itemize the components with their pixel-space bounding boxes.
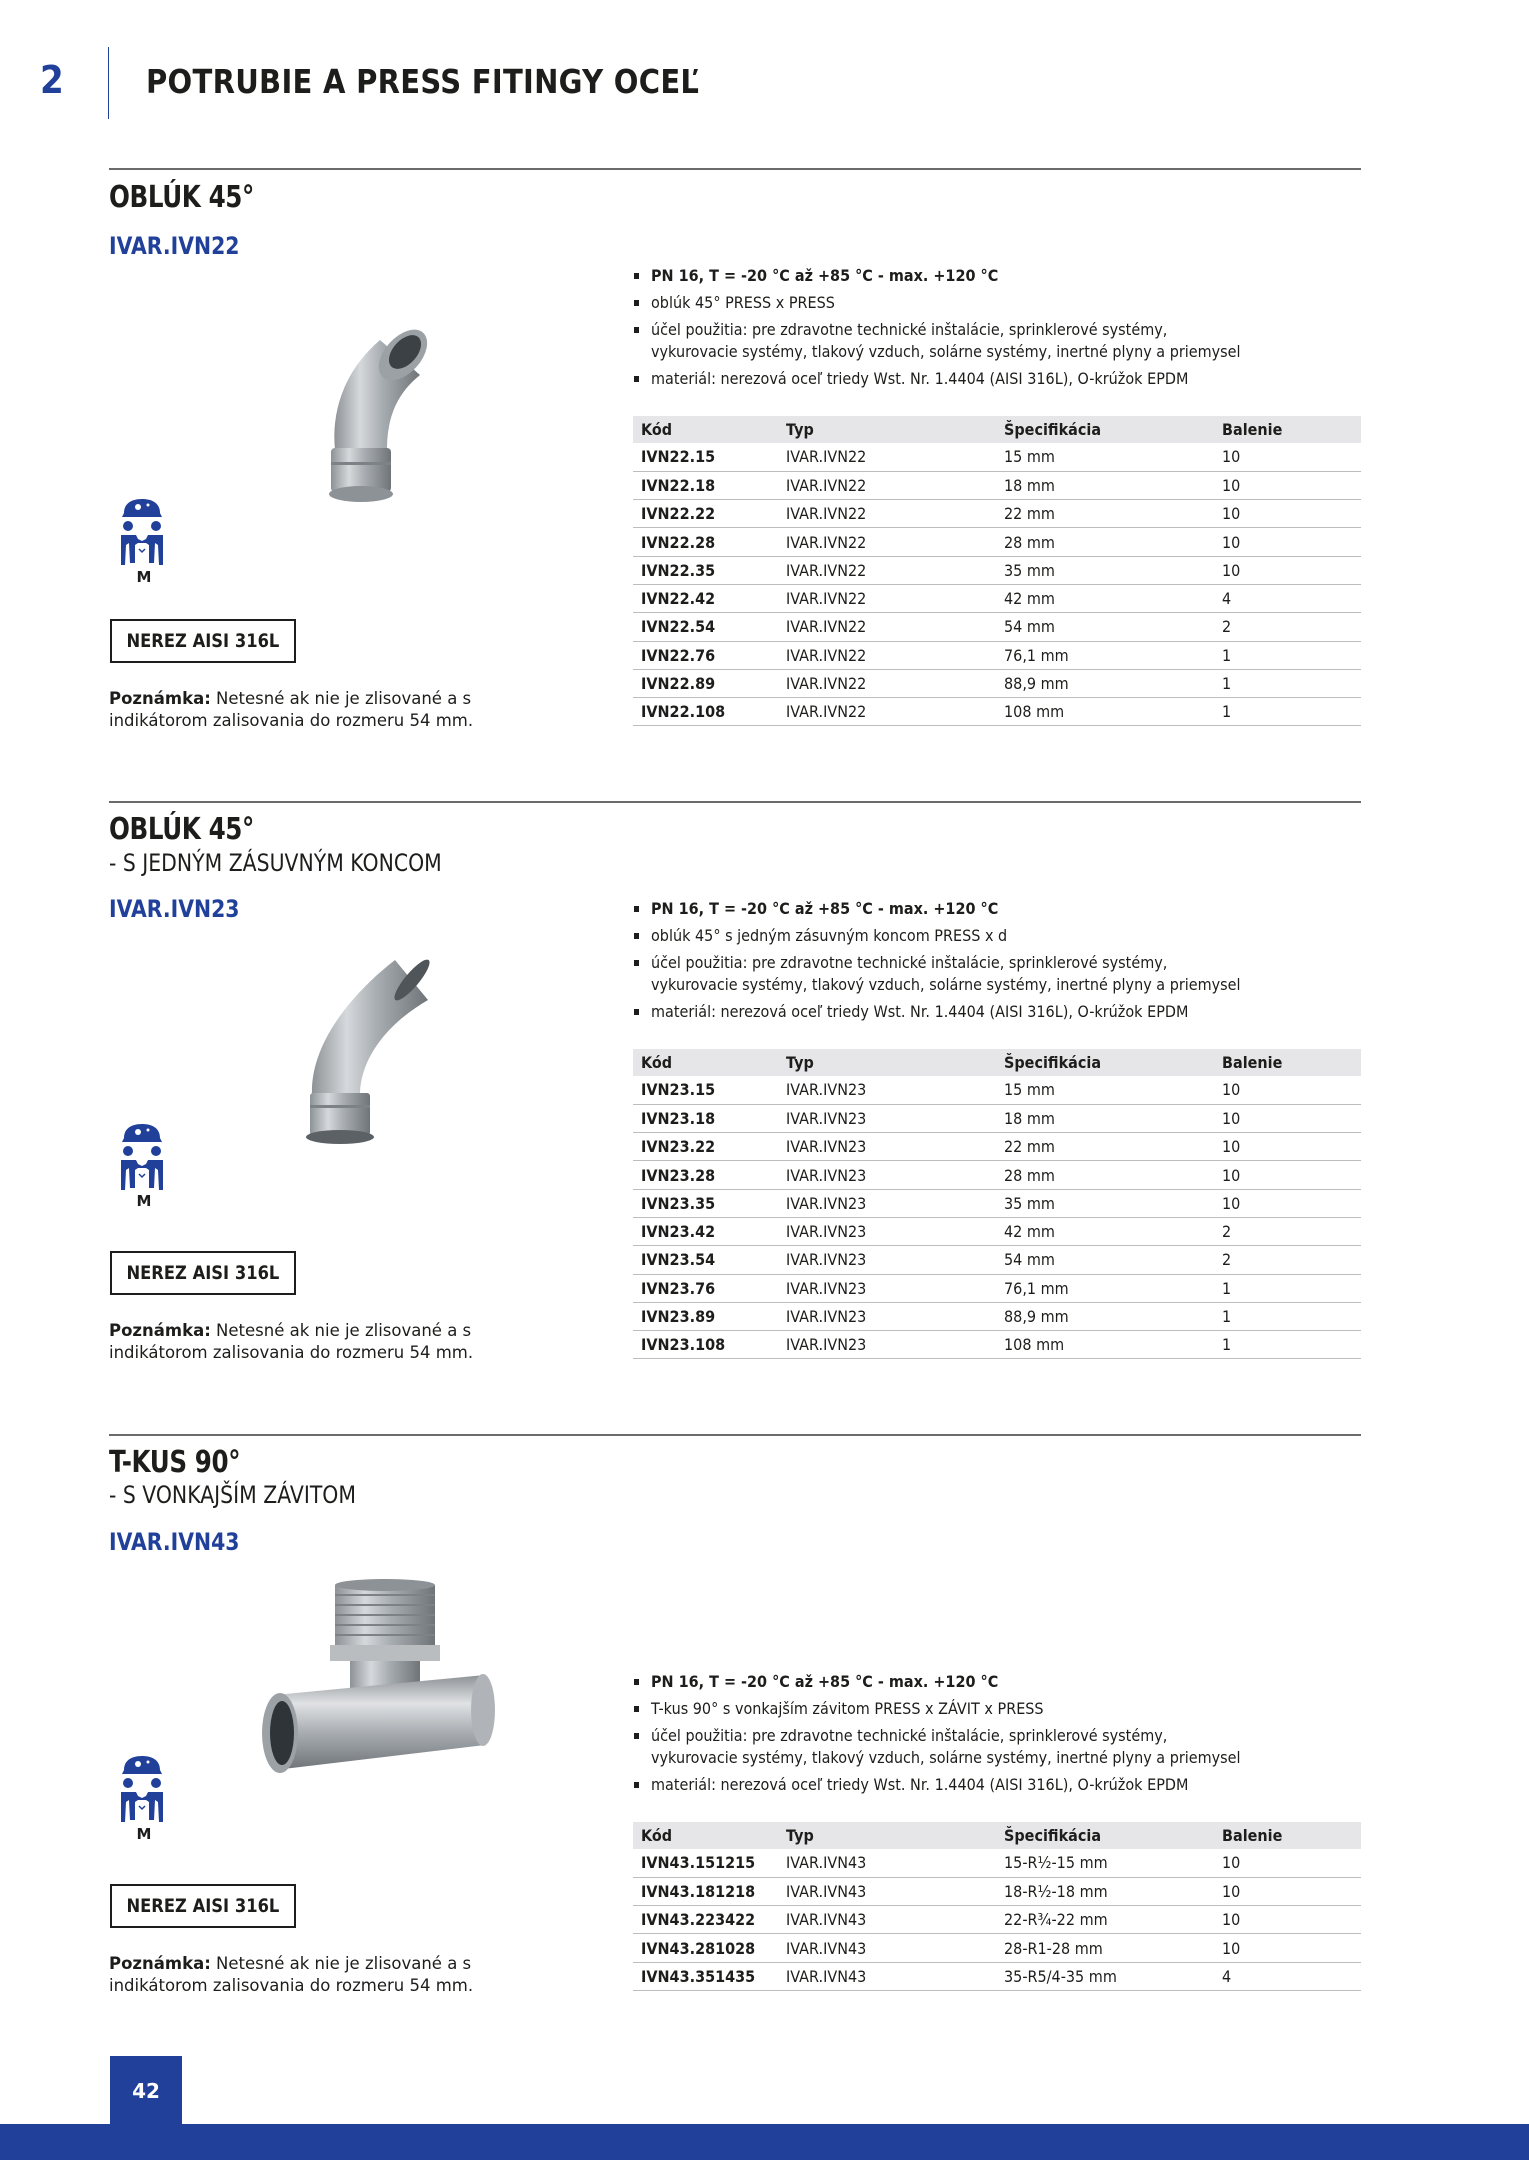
spec-item: účel použitia: pre zdravotne technické inštalácie, sprinklerové systémy, vykurovacie systémy, tlakový vzduch, solárne systémy, inertné plyny a priemysel: [633, 319, 1363, 363]
product-table: [633, 416, 1361, 726]
type-cell: IVAR.IVN23: [778, 1246, 996, 1274]
package-cell: 1: [1214, 1302, 1361, 1330]
column-header: Špecifikácia: [996, 1049, 1214, 1076]
spec-cell: 35 mm: [996, 556, 1214, 584]
spec-cell: 108 mm: [996, 698, 1214, 726]
table-row: [633, 1934, 1361, 1962]
type-cell: IVAR.IVN23: [778, 1161, 996, 1189]
type-cell: IVAR.IVN43: [778, 1962, 996, 1990]
spec-cell: 15-R½-15 mm: [996, 1849, 1214, 1877]
column-header: Typ: [778, 1822, 996, 1849]
package-cell: 10: [1214, 1849, 1361, 1877]
product-code-cell: IVN23.89: [633, 1302, 778, 1330]
package-cell: 1: [1214, 1331, 1361, 1359]
package-cell: 10: [1214, 528, 1361, 556]
spec-cell: 76,1 mm: [996, 641, 1214, 669]
type-cell: IVAR.IVN23: [778, 1189, 996, 1217]
type-cell: IVAR.IVN23: [778, 1217, 996, 1245]
type-cell: IVAR.IVN22: [778, 669, 996, 697]
table-row: [633, 1104, 1361, 1132]
spec-cell: 108 mm: [996, 1331, 1214, 1359]
spec-cell: 42 mm: [996, 584, 1214, 612]
product-code: IVAR.IVN43: [109, 1528, 240, 1556]
product-code-cell: IVN22.15: [633, 443, 778, 471]
package-cell: 4: [1214, 584, 1361, 612]
package-cell: 10: [1214, 556, 1361, 584]
table-row: [633, 1302, 1361, 1330]
spec-cell: 28 mm: [996, 528, 1214, 556]
table-header-row: [633, 1822, 1361, 1849]
product-code-cell: IVN23.18: [633, 1104, 778, 1132]
product-note: Poznámka: Netesné ak nie je zlisované a s indikátorom zalisovania do rozmeru 54 mm.: [109, 1321, 474, 1362]
spec-cell: 88,9 mm: [996, 669, 1214, 697]
table-row: [633, 1877, 1361, 1905]
spec-cell: 15 mm: [996, 1076, 1214, 1104]
spec-cell: 54 mm: [996, 613, 1214, 641]
elbow-45-image: [295, 300, 455, 520]
spec-item: oblúk 45° PRESS x PRESS: [633, 292, 1363, 314]
spec-cell: 18 mm: [996, 471, 1214, 499]
spec-cell: 42 mm: [996, 1217, 1214, 1245]
section-divider: [109, 168, 1361, 170]
type-cell: IVAR.IVN43: [778, 1906, 996, 1934]
table-row: [633, 1906, 1361, 1934]
type-cell: IVAR.IVN22: [778, 698, 996, 726]
package-cell: 1: [1214, 698, 1361, 726]
type-cell: IVAR.IVN43: [778, 1849, 996, 1877]
product-code-cell: IVN43.351435: [633, 1962, 778, 1990]
type-cell: IVAR.IVN23: [778, 1302, 996, 1330]
product-code-cell: IVN23.22: [633, 1133, 778, 1161]
table-row: [633, 1189, 1361, 1217]
product-specs-list: [633, 898, 1363, 1028]
product-code-cell: IVN22.108: [633, 698, 778, 726]
spec-cell: 28 mm: [996, 1161, 1214, 1189]
product-specs-list: [633, 1671, 1363, 1801]
package-cell: 10: [1214, 1161, 1361, 1189]
product-code-cell: IVN22.22: [633, 500, 778, 528]
spec-item: PN 16, T = -20 °C až +85 °C - max. +120 °C: [633, 898, 1363, 920]
tool-profile-label: M: [136, 1192, 152, 1210]
spec-item: materiál: nerezová oceľ triedy Wst. Nr. 1.4404 (AISI 316L), O-krúžok EPDM: [633, 368, 1363, 390]
section-divider: [109, 1434, 1361, 1436]
spec-cell: 18-R½-18 mm: [996, 1877, 1214, 1905]
product-title: OBLÚK 45°: [109, 180, 254, 215]
table-row: [633, 669, 1361, 697]
spec-cell: 22 mm: [996, 1133, 1214, 1161]
column-header: Typ: [778, 1049, 996, 1076]
table-row: [633, 443, 1361, 471]
product-code-cell: IVN23.42: [633, 1217, 778, 1245]
tee-90-male-thread-image: [255, 1575, 515, 1785]
spec-cell: 22-R¾-22 mm: [996, 1906, 1214, 1934]
product-code-cell: IVN43.281028: [633, 1934, 778, 1962]
product-code-cell: IVN22.89: [633, 669, 778, 697]
package-cell: 10: [1214, 443, 1361, 471]
product-specs-list: [633, 265, 1363, 395]
spec-cell: 35 mm: [996, 1189, 1214, 1217]
spec-cell: 76,1 mm: [996, 1274, 1214, 1302]
table-row: [633, 584, 1361, 612]
chapter-divider: [108, 47, 109, 119]
table-row: [633, 528, 1361, 556]
spec-item: účel použitia: pre zdravotne technické inštalácie, sprinklerové systémy, vykurovacie systémy, tlakový vzduch, solárne systémy, inertné plyny a priemysel: [633, 1725, 1363, 1769]
spec-item: oblúk 45° s jedným zásuvným koncom PRESS x d: [633, 925, 1363, 947]
tool-profile-label: M: [136, 568, 152, 586]
type-cell: IVAR.IVN22: [778, 528, 996, 556]
package-cell: 2: [1214, 1246, 1361, 1274]
package-cell: 10: [1214, 1934, 1361, 1962]
table-row: [633, 500, 1361, 528]
package-cell: 10: [1214, 1104, 1361, 1132]
table-header-row: [633, 416, 1361, 443]
footer-bar: [0, 2124, 1529, 2160]
table-row: [633, 1246, 1361, 1274]
product-table: [633, 1049, 1361, 1359]
product-table: [633, 1822, 1361, 1991]
column-header: Kód: [633, 1049, 778, 1076]
product-code-cell: IVN22.18: [633, 471, 778, 499]
chapter-title: POTRUBIE A PRESS FITINGY OCEĽ: [146, 62, 700, 101]
spec-item: PN 16, T = -20 °C až +85 °C - max. +120 °C: [633, 265, 1363, 287]
product-code-cell: IVN23.28: [633, 1161, 778, 1189]
spec-cell: 28-R1-28 mm: [996, 1934, 1214, 1962]
type-cell: IVAR.IVN22: [778, 500, 996, 528]
spec-cell: 18 mm: [996, 1104, 1214, 1132]
product-code-cell: IVN43.223422: [633, 1906, 778, 1934]
package-cell: 10: [1214, 1906, 1361, 1934]
package-cell: 10: [1214, 471, 1361, 499]
package-cell: 10: [1214, 1189, 1361, 1217]
product-code-cell: IVN43.181218: [633, 1877, 778, 1905]
type-cell: IVAR.IVN22: [778, 556, 996, 584]
product-title: T-KUS 90°: [109, 1445, 241, 1480]
product-code-cell: IVN22.42: [633, 584, 778, 612]
type-cell: IVAR.IVN43: [778, 1934, 996, 1962]
type-cell: IVAR.IVN22: [778, 613, 996, 641]
type-cell: IVAR.IVN22: [778, 641, 996, 669]
product-code-cell: IVN22.35: [633, 556, 778, 584]
product-code-cell: IVN22.76: [633, 641, 778, 669]
package-cell: 2: [1214, 613, 1361, 641]
package-cell: 10: [1214, 1133, 1361, 1161]
product-title: OBLÚK 45°: [109, 812, 254, 847]
table-row: [633, 1076, 1361, 1104]
table-row: [633, 1217, 1361, 1245]
type-cell: IVAR.IVN22: [778, 443, 996, 471]
column-header: Balenie: [1214, 1822, 1361, 1849]
press-tool-icon: [118, 1120, 166, 1194]
table-row: [633, 641, 1361, 669]
type-cell: IVAR.IVN23: [778, 1076, 996, 1104]
type-cell: IVAR.IVN22: [778, 584, 996, 612]
chapter-number: 2: [40, 58, 63, 102]
press-tool-icon: [118, 1752, 166, 1826]
column-header: Balenie: [1214, 1049, 1361, 1076]
spec-cell: 88,9 mm: [996, 1302, 1214, 1330]
spec-item: materiál: nerezová oceľ triedy Wst. Nr. 1.4404 (AISI 316L), O-krúžok EPDM: [633, 1001, 1363, 1023]
spec-cell: 22 mm: [996, 500, 1214, 528]
spec-item: účel použitia: pre zdravotne technické inštalácie, sprinklerové systémy, vykurovacie systémy, tlakový vzduch, solárne systémy, inertné plyny a priemysel: [633, 952, 1363, 996]
package-cell: 1: [1214, 669, 1361, 697]
table-row: [633, 613, 1361, 641]
product-code-cell: IVN22.54: [633, 613, 778, 641]
type-cell: IVAR.IVN23: [778, 1133, 996, 1161]
table-row: [633, 1962, 1361, 1990]
product-code-cell: IVN43.151215: [633, 1849, 778, 1877]
material-badge: NEREZ AISI 316L: [110, 1251, 296, 1295]
product-code-cell: IVN23.35: [633, 1189, 778, 1217]
column-header: Špecifikácia: [996, 416, 1214, 443]
product-subtitle: - S JEDNÝM ZÁSUVNÝM KONCOM: [109, 849, 442, 877]
package-cell: 4: [1214, 1962, 1361, 1990]
product-code: IVAR.IVN23: [109, 895, 240, 923]
column-header: Balenie: [1214, 416, 1361, 443]
spec-cell: 35-R5/4-35 mm: [996, 1962, 1214, 1990]
product-code-cell: IVN23.54: [633, 1246, 778, 1274]
table-row: [633, 1274, 1361, 1302]
package-cell: 1: [1214, 641, 1361, 669]
column-header: Typ: [778, 416, 996, 443]
material-badge: NEREZ AISI 316L: [110, 619, 296, 663]
table-row: [633, 1161, 1361, 1189]
table-row: [633, 471, 1361, 499]
product-code-cell: IVN23.15: [633, 1076, 778, 1104]
package-cell: 1: [1214, 1274, 1361, 1302]
column-header: Špecifikácia: [996, 1822, 1214, 1849]
section-divider: [109, 801, 1361, 803]
page-number: 42: [110, 2056, 182, 2126]
table-row: [633, 556, 1361, 584]
table-row: [633, 1849, 1361, 1877]
product-code-cell: IVN23.108: [633, 1331, 778, 1359]
table-row: [633, 1133, 1361, 1161]
table-row: [633, 698, 1361, 726]
product-subtitle: - S VONKAJŠÍM ZÁVITOM: [109, 1481, 356, 1509]
elbow-45-spigot-image: [300, 945, 460, 1165]
table-row: [633, 1331, 1361, 1359]
column-header: Kód: [633, 1822, 778, 1849]
product-code: IVAR.IVN22: [109, 232, 240, 260]
spec-cell: 54 mm: [996, 1246, 1214, 1274]
type-cell: IVAR.IVN22: [778, 471, 996, 499]
product-note: Poznámka: Netesné ak nie je zlisované a s indikátorom zalisovania do rozmeru 54 mm.: [109, 689, 474, 730]
product-note: Poznámka: Netesné ak nie je zlisované a s indikátorom zalisovania do rozmeru 54 mm.: [109, 1954, 474, 1995]
package-cell: 2: [1214, 1217, 1361, 1245]
product-code-cell: IVN23.76: [633, 1274, 778, 1302]
package-cell: 10: [1214, 1076, 1361, 1104]
press-tool-icon: [118, 495, 166, 569]
spec-cell: 15 mm: [996, 443, 1214, 471]
column-header: Kód: [633, 416, 778, 443]
type-cell: IVAR.IVN23: [778, 1331, 996, 1359]
product-code-cell: IVN22.28: [633, 528, 778, 556]
tool-profile-label: M: [136, 1825, 152, 1843]
package-cell: 10: [1214, 500, 1361, 528]
type-cell: IVAR.IVN23: [778, 1274, 996, 1302]
spec-item: materiál: nerezová oceľ triedy Wst. Nr. 1.4404 (AISI 316L), O-krúžok EPDM: [633, 1774, 1363, 1796]
spec-item: PN 16, T = -20 °C až +85 °C - max. +120 °C: [633, 1671, 1363, 1693]
material-badge: NEREZ AISI 316L: [110, 1884, 296, 1928]
type-cell: IVAR.IVN23: [778, 1104, 996, 1132]
spec-item: T-kus 90° s vonkajším závitom PRESS x ZÁVIT x PRESS: [633, 1698, 1363, 1720]
package-cell: 10: [1214, 1877, 1361, 1905]
type-cell: IVAR.IVN43: [778, 1877, 996, 1905]
table-header-row: [633, 1049, 1361, 1076]
